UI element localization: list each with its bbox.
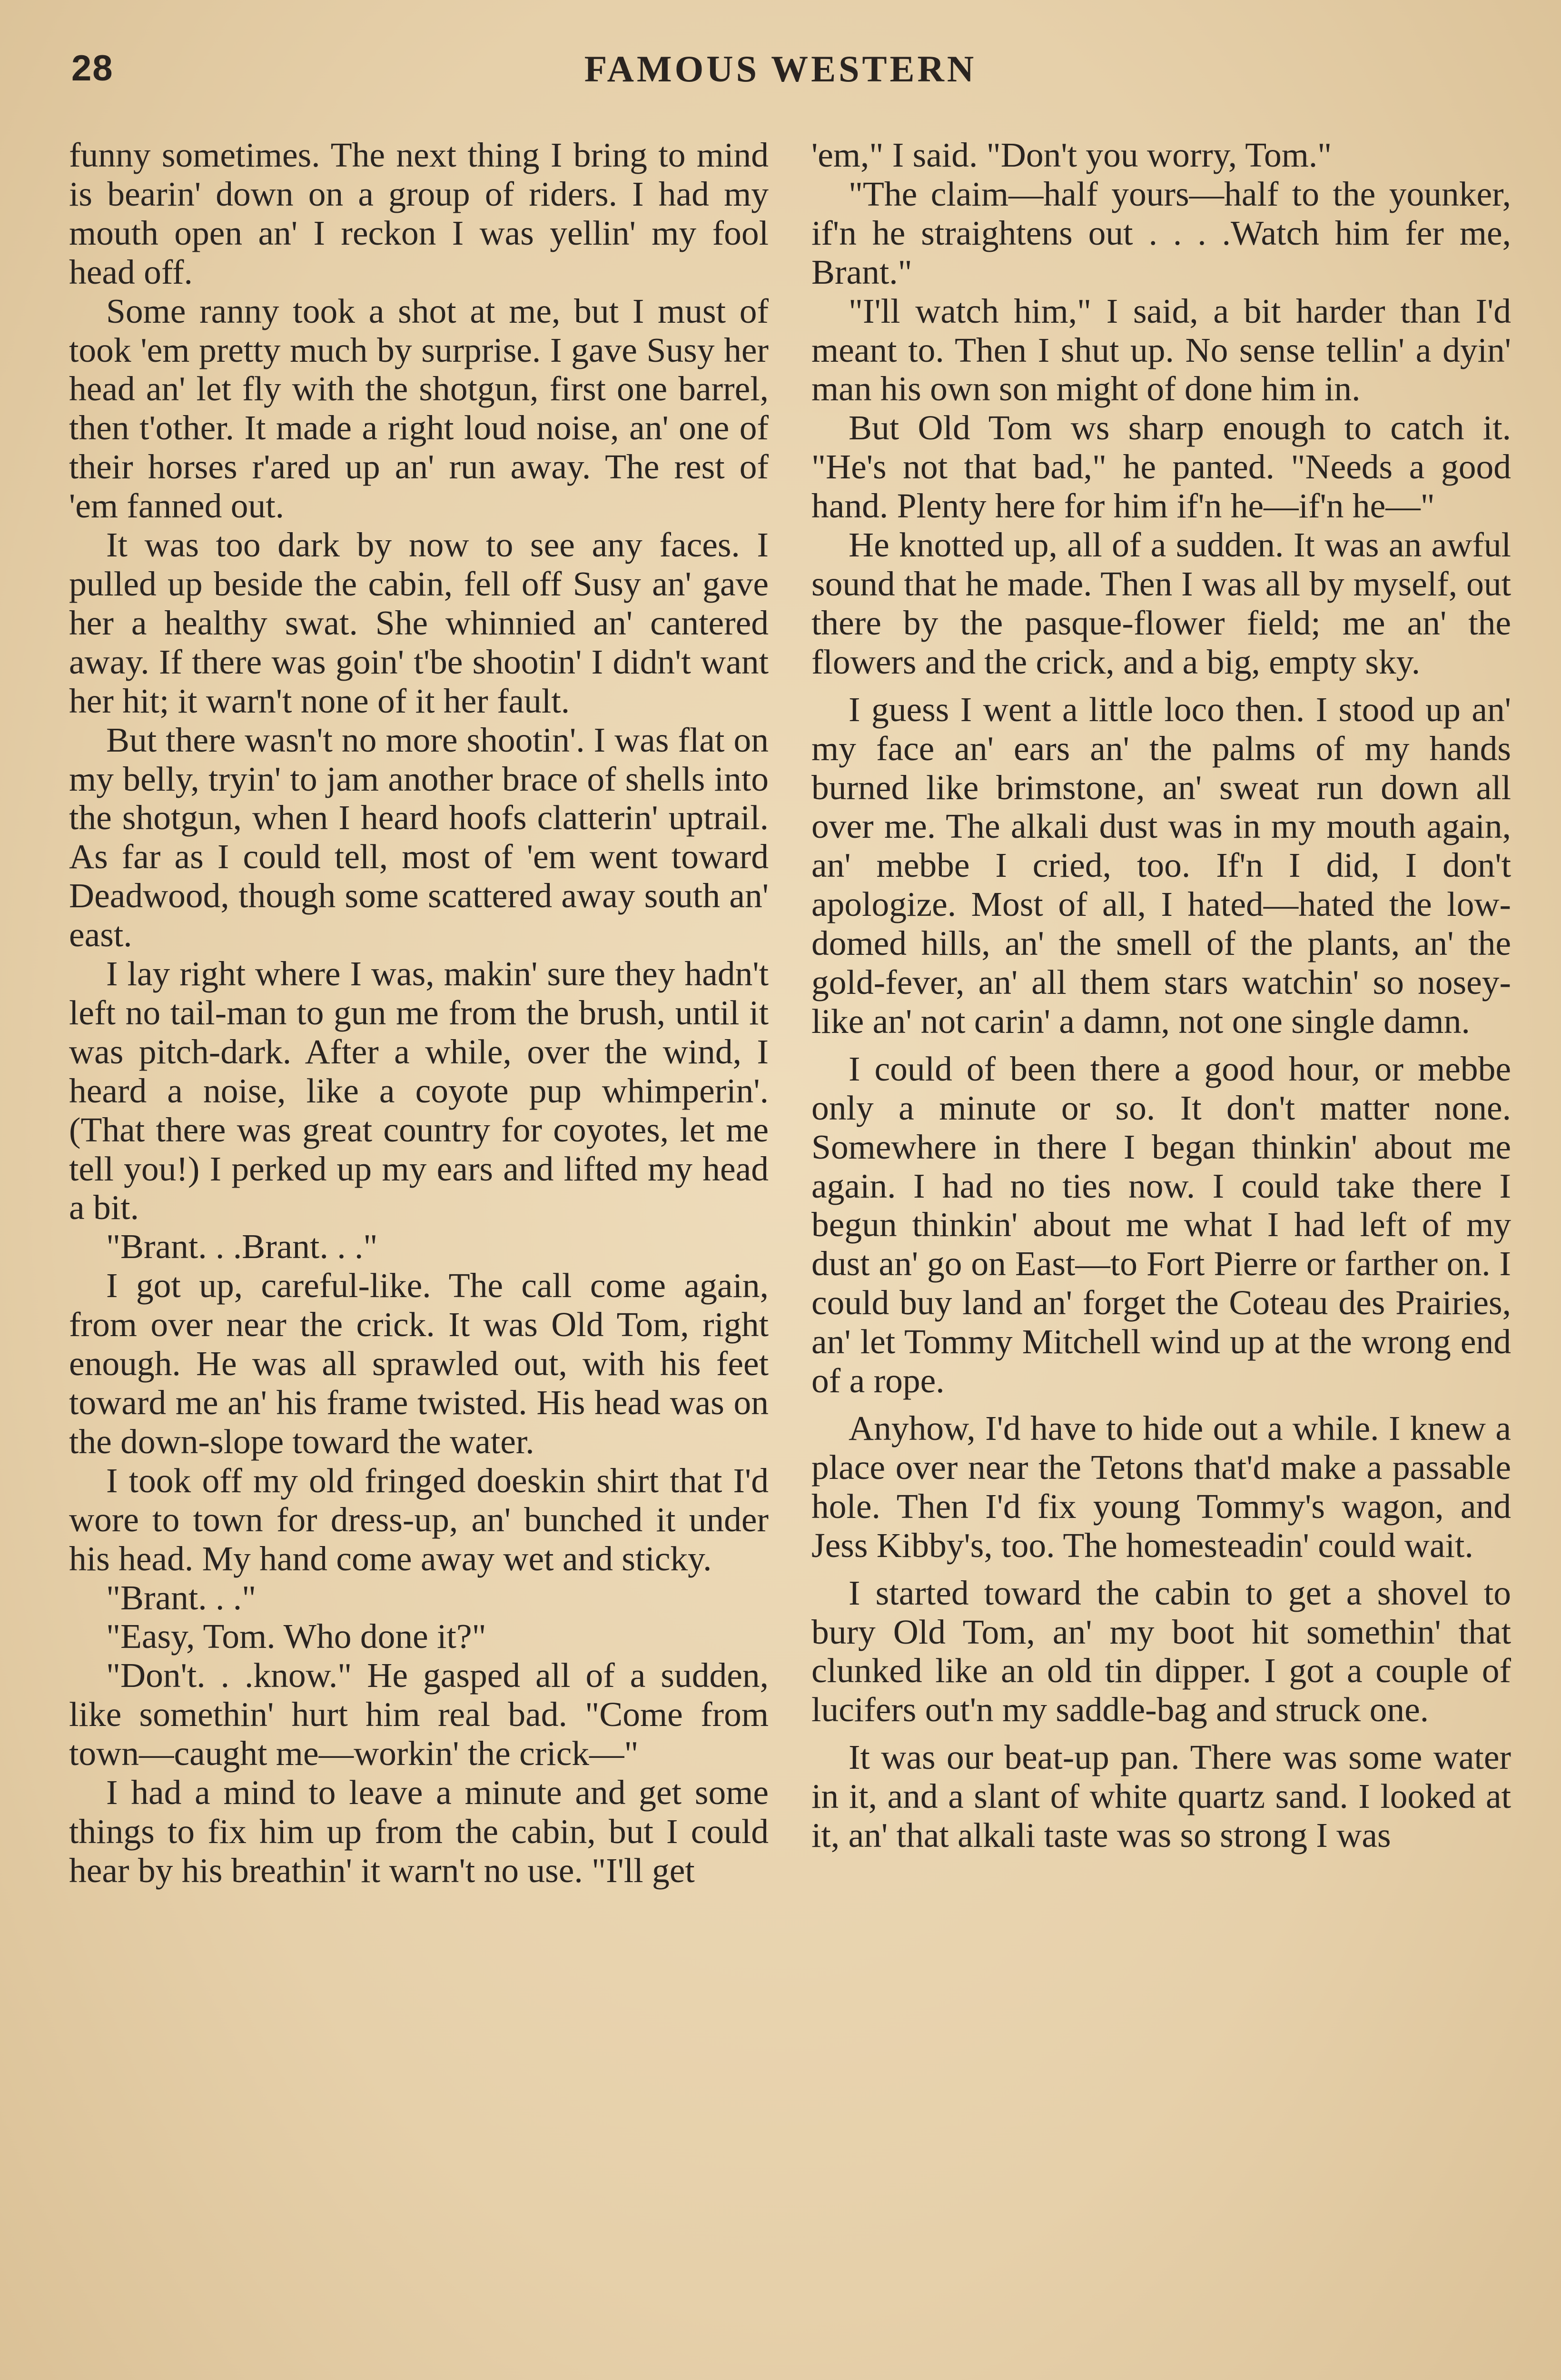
page-number: 28	[71, 48, 114, 89]
paragraph: I guess I went a little loco then. I stood up an' my face an' ears an' the palms of my hands burned like brimstone, an' sweat run down all over me. The alkali dust was in my mouth again, an' mebbe I cried, too. If'n I did, I don't apologize. Most of all, I hated—hated the low-domed hills, an' the smell of the plants, an' the gold-fever, an' all them stars watchin' so nosey-like an' not carin' a damn, not one single damn.	[811, 690, 1511, 1041]
paragraph: "Brant. . .Brant. . ."	[106, 1227, 378, 1266]
paragraph: "I'll watch him," I said, a bit harder than I'd meant to. Then I shut up. No sense tellin' a dyin' man his own son might of done him in.	[811, 291, 1511, 408]
paragraph: I got up, careful-like. The call come again, from over near the crick. It was Old Tom, right enough. He was all sprawled out, with his feet toward me an' his frame twisted. His head was on the down-slope toward the water.	[69, 1266, 769, 1461]
paragraph: I took off my old fringed doeskin shirt that I'd wore to town for dress-up, an' bunched it under his head. My hand come away wet and sticky.	[69, 1461, 769, 1578]
paragraph: But there wasn't no more shootin'. I was flat on my belly, tryin' to jam another brace of shells into the shotgun, when I heard hoofs clatterin' uptrail. As far as I could tell, most of 'em went toward Deadwood, though some scattered away south an' east.	[69, 720, 769, 954]
paragraph: "The claim—half yours—half to the younker, if'n he straightens out . . . .Watch him fer me, Brant."	[811, 174, 1511, 291]
paragraph: It was too dark by now to see any faces. I pulled up beside the cabin, fell off Susy an' gave her a healthy swat. She whinnied an' cantered away. If there was goin' t'be shootin' I didn't want her hit; it warn't none of it her fault.	[69, 526, 769, 720]
paragraph: "Brant. . ."	[106, 1578, 257, 1617]
paragraph: I could of been there a good hour, or mebbe only a minute or so. It don't matter none. Somewhere in there I began thinkin' about me again. I had no ties now. I could take there I begun thinkin' about me what I had left of my dust an' go on East—to Fort Pierre or farther on. I could buy land an' forget the Coteau des Prairies, an' let Tommy Mitchell wind up at the wrong end of a rope.	[811, 1049, 1511, 1400]
paragraph: Anyhow, I'd have to hide out a while. I knew a place over near the Tetons that'd make a passable hole. Then I'd fix young Tommy's wagon, and Jess Kibby's, too. The homesteadin' could wait.	[811, 1409, 1511, 1565]
paragraph: funny sometimes. The next thing I bring to mind is bearin' down on a group of riders. I had my mouth open an' I reckon I was yellin' my fool head off.	[69, 136, 769, 291]
left-column	[69, 136, 769, 1890]
paragraph: It was our beat-up pan. There was some water in it, and a slant of white quartz sand. I looked at it, an' that alkali taste was so strong I was	[811, 1738, 1511, 1855]
paragraph: Some ranny took a shot at me, but I must of took 'em pretty much by surprise. I gave Susy her head an' let fly with the shotgun, first one barrel, then t'other. It made a right loud noise, an' one of their horses r'ared up an' run away. The rest of 'em fanned out.	[69, 291, 769, 526]
magazine-title: FAMOUS WESTERN	[584, 48, 977, 89]
paragraph: "Don't. . .know." He gasped all of a sudden, like somethin' hurt him real bad. "Come from town—caught me—workin' the crick—"	[69, 1656, 769, 1773]
paragraph: He knotted up, all of a sudden. It was an awful sound that he made. Then I was all by myself, out there by the pasque-flower field; me an' the flowers and the crick, and a big, empty sky.	[811, 526, 1511, 681]
paragraph: I had a mind to leave a minute and get some things to fix him up from the cabin, but I could hear by his breathin' it warn't no use. "I'll get	[69, 1773, 769, 1890]
paragraph: I started toward the cabin to get a shovel to bury Old Tom, an' my boot hit somethin' that clunked like an old tin dipper. I got a couple of lucifers out'n my saddle-bag and struck one.	[811, 1573, 1511, 1729]
right-column	[811, 136, 1511, 1855]
paragraph: 'em," I said. "Don't you worry, Tom."	[811, 136, 1332, 174]
page-header	[71, 48, 1490, 105]
paragraph: But Old Tom ws sharp enough to catch it. "He's not that bad," he panted. "Needs a good hand. Plenty here for him if'n he—if'n he—"	[811, 408, 1511, 526]
paragraph: "Easy, Tom. Who done it?"	[106, 1617, 486, 1656]
paragraph: I lay right where I was, makin' sure they hadn't left no tail-man to gun me from the brush, until it was pitch-dark. After a while, over the wind, I heard a noise, like a coyote pup whimperin'. (That there was great country for coyotes, let me tell you!) I perked up my ears and lifted my head a bit.	[69, 954, 769, 1227]
